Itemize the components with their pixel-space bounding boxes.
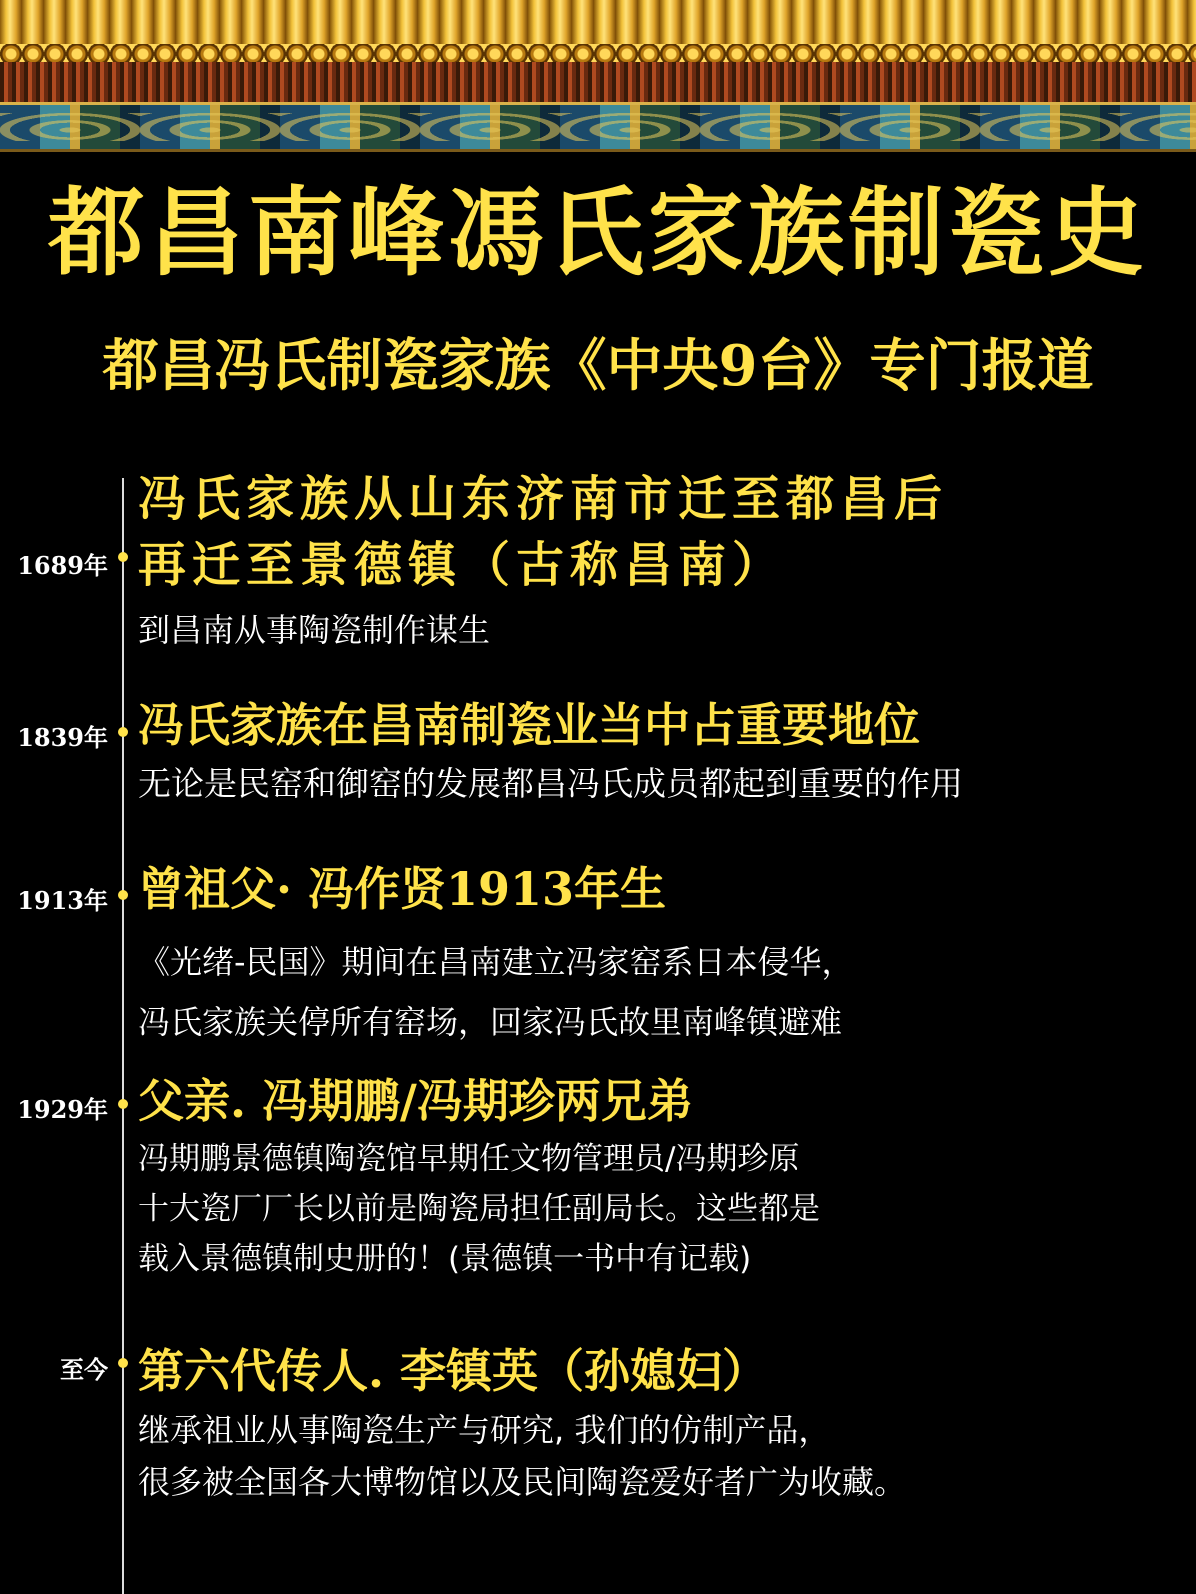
entry-description: 很多被全国各大博物馆以及民间陶瓷爱好者广为收藏。	[138, 1463, 907, 1501]
timeline-axis	[122, 478, 124, 1594]
entry-description: 冯氏家族关停所有窑场，回家冯氏故里南峰镇避难	[138, 1003, 843, 1041]
entry-heading: 第六代传人. 李镇英（孙媳妇）	[138, 1344, 769, 1398]
entry-description: 冯期鹏景德镇陶瓷馆早期任文物管理员/冯期珍原	[138, 1141, 800, 1177]
timeline-entry-1929	[138, 1068, 1188, 1284]
entry-heading: 再迁至景德镇（古称昌南）	[138, 537, 787, 593]
timeline-entry-1913	[138, 856, 1188, 1048]
timeline-dot	[118, 727, 128, 737]
entry-description: 到昌南从事陶瓷制作谋生	[138, 611, 491, 649]
timeline-year: 1839年	[17, 723, 108, 752]
entry-heading: 曾祖父· 冯作贤1913年生	[138, 862, 667, 916]
timeline-entry-present	[138, 1338, 1188, 1508]
timeline-year: 1913年	[17, 886, 108, 915]
roof-banner	[0, 0, 1196, 152]
timeline-year: 至今	[60, 1355, 108, 1384]
timeline-entry-1839	[138, 692, 1188, 810]
timeline-year: 1929年	[17, 1095, 108, 1124]
timeline-year: 1689年	[17, 551, 108, 580]
painted-frieze-decoration	[0, 102, 1196, 152]
entry-description: 《光绪-民国》期间在昌南建立冯家窑系日本侵华，	[138, 943, 854, 981]
entry-description: 继承祖业从事陶瓷生产与研究, 我们的仿制产品，	[138, 1411, 831, 1449]
entry-description: 无论是民窑和御窑的发展都昌冯氏成员都起到重要的作用	[138, 764, 963, 803]
entry-heading: 父亲. 冯期鹏/冯期珍两兄弟	[138, 1074, 693, 1128]
roof-tiles-decoration	[0, 0, 1196, 62]
entry-heading: 冯氏家族在昌南制瓷业当中占重要地位	[138, 698, 920, 752]
page-title: 都昌南峰馮氏家族制瓷史	[48, 176, 1148, 289]
timeline-dot	[118, 1358, 128, 1368]
timeline-entry-1689	[138, 466, 1188, 656]
roof-eave-decoration	[0, 62, 1196, 102]
page-subtitle: 都昌冯氏制瓷家族《中央9台》专门报道	[102, 333, 1094, 399]
entry-description: 载入景德镇制史册的！(景德镇一书中有记载)	[138, 1241, 752, 1277]
timeline-dot	[118, 1099, 128, 1109]
entry-heading: 冯氏家族从山东济南市迁至都昌后	[138, 471, 949, 527]
timeline-dot	[118, 552, 128, 562]
entry-description: 十大瓷厂厂长以前是陶瓷局担任副局长。这些都是	[138, 1191, 820, 1227]
timeline-dot	[118, 890, 128, 900]
